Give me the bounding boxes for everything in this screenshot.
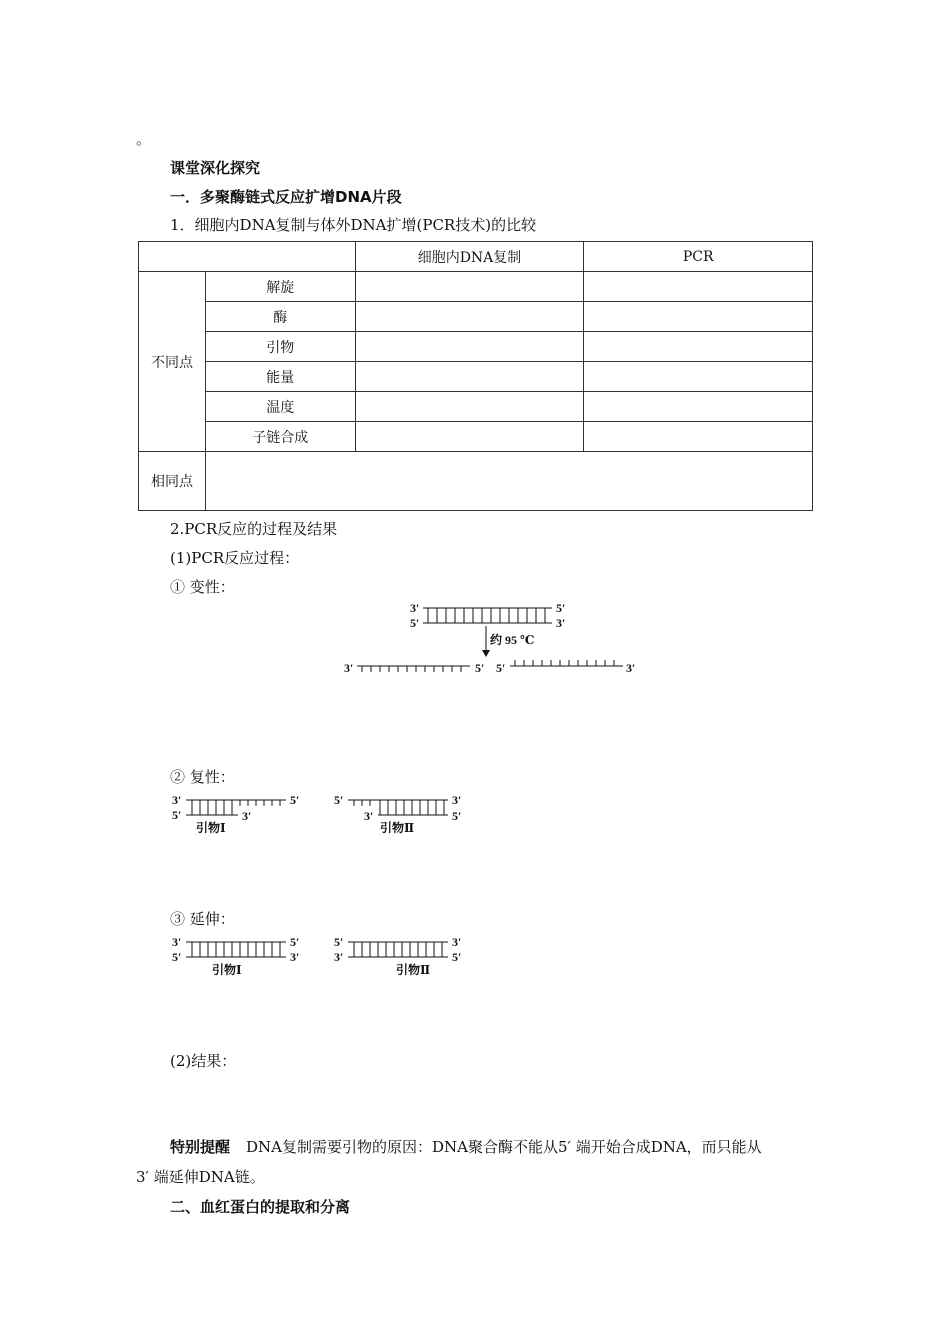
table-cell-same[interactable] bbox=[205, 452, 812, 511]
part2-heading: 二、血红蛋白的提取和分离 bbox=[170, 1198, 351, 1216]
table-cell[interactable] bbox=[355, 332, 584, 362]
denaturation-diagram bbox=[330, 596, 650, 678]
table-cell[interactable] bbox=[355, 392, 584, 422]
table-cell[interactable] bbox=[584, 422, 813, 452]
tip-text: DNA复制需要引物的原因：DNA聚合酶不能从5′ 端开始合成DNA，而只能从 bbox=[246, 1138, 762, 1156]
base-stubs bbox=[515, 660, 614, 666]
temp-label: 约 95 ℃ bbox=[490, 633, 535, 647]
group-diff-label: 不同点 bbox=[139, 272, 206, 452]
section-heading: 课堂深化探究 bbox=[170, 159, 261, 177]
end-label: 3′ bbox=[172, 935, 182, 949]
tip-text-cont: 3′ 端延伸DNA链。 bbox=[136, 1168, 265, 1186]
base-stubs bbox=[362, 666, 461, 672]
table-cell[interactable] bbox=[584, 302, 813, 332]
primer1-label: 引物Ⅰ bbox=[196, 821, 226, 835]
table-header-row bbox=[139, 242, 813, 272]
table-row bbox=[139, 362, 813, 392]
table-cell[interactable] bbox=[584, 362, 813, 392]
end-label: 3′ bbox=[452, 793, 462, 807]
result-title: (2)结果： bbox=[170, 1052, 237, 1070]
table-cell[interactable] bbox=[584, 332, 813, 362]
end-label: 3′ bbox=[364, 809, 374, 823]
end-label: 5′ bbox=[452, 809, 462, 823]
table-row bbox=[139, 302, 813, 332]
row-label: 温度 bbox=[205, 392, 355, 422]
end-label: 5′ bbox=[290, 935, 300, 949]
step1-label: ① 变性： bbox=[170, 578, 235, 596]
arrow-head-icon bbox=[482, 650, 490, 657]
group-same-label: 相同点 bbox=[139, 452, 206, 511]
end-label: 5′ bbox=[410, 616, 420, 630]
end-label: 5′ bbox=[290, 793, 300, 807]
end-label: 5′ bbox=[172, 808, 182, 822]
extension-diagram bbox=[168, 932, 488, 978]
part1-heading: 一．多聚酶链式反应扩增DNA片段 bbox=[170, 188, 402, 206]
end-label: 5′ bbox=[496, 661, 506, 675]
row-label: 引物 bbox=[205, 332, 355, 362]
row-label: 酶 bbox=[205, 302, 355, 332]
end-label: 3′ bbox=[334, 950, 344, 964]
item2-title: 2.PCR反应的过程及结果 bbox=[170, 520, 338, 538]
end-label: 5′ bbox=[556, 601, 566, 615]
end-label: 3′ bbox=[626, 661, 636, 675]
table-cell[interactable] bbox=[355, 302, 584, 332]
end-label: 5′ bbox=[452, 950, 462, 964]
end-label: 5′ bbox=[172, 950, 182, 964]
table-cell[interactable] bbox=[584, 272, 813, 302]
table-cell[interactable] bbox=[355, 272, 584, 302]
annealing-diagram bbox=[168, 790, 488, 836]
table-row bbox=[139, 332, 813, 362]
comparison-table bbox=[138, 241, 813, 511]
row-label: 子链合成 bbox=[205, 422, 355, 452]
table-row bbox=[139, 392, 813, 422]
primer1-label: 引物Ⅰ bbox=[212, 963, 242, 977]
table-row bbox=[139, 422, 813, 452]
base-pairs bbox=[192, 942, 280, 957]
end-label: 5′ bbox=[334, 793, 344, 807]
end-label: 3′ bbox=[556, 616, 566, 630]
end-label: 3′ bbox=[172, 793, 182, 807]
primer2-label: 引物Ⅱ bbox=[380, 821, 415, 835]
row-label: 解旋 bbox=[205, 272, 355, 302]
primer2-label: 引物Ⅱ bbox=[396, 963, 431, 977]
end-label: 5′ bbox=[475, 661, 485, 675]
tip-label: 特别提醒 bbox=[170, 1138, 231, 1156]
end-label: 5′ bbox=[334, 935, 344, 949]
row-label: 能量 bbox=[205, 362, 355, 392]
table-row-same bbox=[139, 452, 813, 511]
table-header-cell-dna: 细胞内DNA复制 bbox=[355, 242, 584, 272]
table-header-blank bbox=[139, 242, 356, 272]
end-label: 3′ bbox=[410, 601, 420, 615]
table-row bbox=[139, 272, 813, 302]
step2-label: ② 复性： bbox=[170, 768, 235, 786]
end-label: 3′ bbox=[452, 935, 462, 949]
tip-paragraph bbox=[170, 1136, 762, 1157]
base-pairs bbox=[192, 800, 280, 815]
table-header-pcr: PCR bbox=[584, 242, 813, 272]
end-label: 3′ bbox=[290, 950, 300, 964]
end-label: 3′ bbox=[344, 661, 354, 675]
top-mark: 。 bbox=[136, 130, 152, 148]
table-cell[interactable] bbox=[584, 392, 813, 422]
base-pairs bbox=[428, 608, 545, 623]
table-cell[interactable] bbox=[355, 362, 584, 392]
process-title: (1)PCR反应过程： bbox=[170, 549, 300, 567]
step3-label: ③ 延伸： bbox=[170, 910, 235, 928]
base-pairs bbox=[354, 942, 442, 957]
item1-title: 1．细胞内DNA复制与体外DNA扩增(PCR技术)的比较 bbox=[170, 216, 537, 234]
table-cell[interactable] bbox=[355, 422, 584, 452]
end-label: 3′ bbox=[242, 809, 252, 823]
